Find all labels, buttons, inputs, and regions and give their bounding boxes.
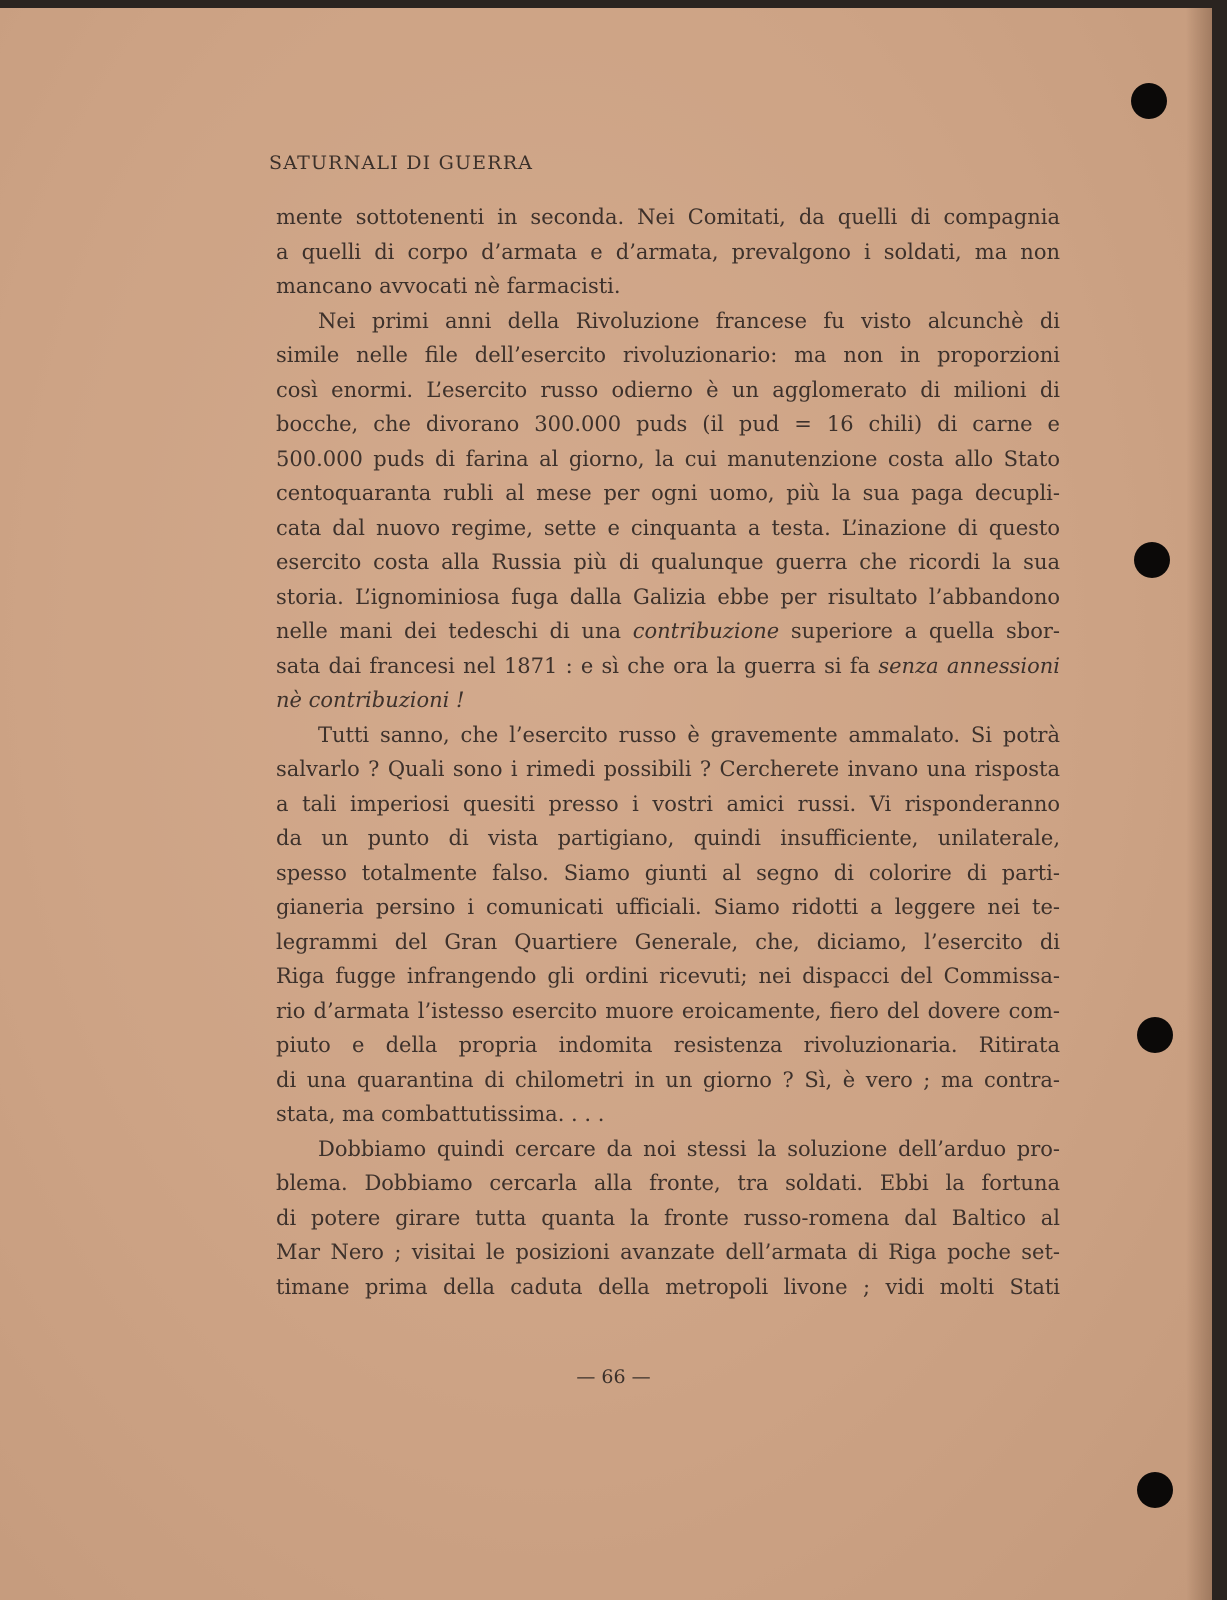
italic-phrase: senza annessioni [878, 653, 1061, 678]
binder-hole [1137, 1017, 1173, 1053]
text-line: legrammi del Gran Quartiere Generale, che, diciamo, l’esercito di [276, 929, 1060, 954]
text-line: mente sottotenenti in seconda. Nei Comitati, da quelli di compagnia [276, 205, 1060, 229]
body-text [276, 200, 1060, 1304]
text-line: 500.000 puds di farina al giorno, la cui manutenzione costa allo Stato [276, 446, 1060, 471]
text-line: mancano avvocati nè farmacisti. [276, 274, 621, 298]
text-line: da un punto di vista partigiano, quindi insufficiente, unilaterale, [276, 826, 1060, 850]
text-line: salvarlo ? Quali sono i rimedi possibili ? Cercherete invano una risposta [276, 757, 1060, 781]
text-line: rio d’armata l’istesso esercito muore eroicamente, fiero del dovere com- [276, 998, 1060, 1023]
text-line: storia. L’ignominiosa fuga dalla Galizia ebbe per risultato l’abbandono [276, 584, 1060, 609]
text-line: Dobbiamo quindi cercare da noi stessi la soluzione dell’arduo pro- [318, 1136, 1060, 1161]
page-edge-shadow [1186, 8, 1212, 1600]
italic-phrase: nè contribuzioni ! [276, 688, 465, 712]
text-line: esercito costa alla Russia più di qualunque guerra che ricordi la sua [276, 550, 1060, 574]
text-line: nelle mani dei tedeschi di una contribuzione superiore a quella sbor- [276, 619, 1060, 643]
text-line: Nei primi anni della Rivoluzione francese fu visto alcunchè di [318, 308, 1060, 333]
binder-hole [1134, 542, 1170, 578]
text-line: a tali imperiosi quesiti presso i vostri amici russi. Vi risponderanno [276, 791, 1060, 816]
text-line: così enormi. L’esercito russo odierno è un agglomerato di milioni di [276, 377, 1060, 402]
text-line: simile nelle file dell’esercito rivoluzionario: ma non in proporzioni [276, 343, 1060, 367]
text-line: Tutti sanno, che l’esercito russo è gravemente ammalato. Si potrà [318, 722, 1060, 747]
binder-hole [1137, 1472, 1173, 1508]
text-line: bocche, che divorano 300.000 puds (il pud = 16 chili) di carne e [276, 412, 1060, 436]
text-line: centoquaranta rubli al mese per ogni uomo, più la sua paga decupli- [276, 481, 1060, 505]
binder-hole [1131, 83, 1167, 119]
text-line: di una quarantina di chilometri in un giorno ? Sì, è vero ; ma contra- [276, 1067, 1060, 1092]
text-line: stata, ma combattutissima. . . . [276, 1102, 605, 1126]
text-line: sata dai francesi nel 1871 : e sì che ora la guerra si fa senza annessioni [276, 653, 1061, 678]
text-line [276, 683, 1060, 718]
text-line: spesso totalmente falso. Siamo giunti al segno di colorire di parti- [276, 860, 1060, 885]
text-line: a quelli di corpo d’armata e d’armata, prevalgono i soldati, ma non [276, 239, 1060, 264]
text-line: Riga fugge infrangendo gli ordini ricevuti; nei dispacci del Commissa- [276, 964, 1060, 988]
text-line: gianeria persino i comunicati ufficiali. Siamo ridotti a leggere nei te- [276, 895, 1060, 919]
text-line: cata dal nuovo regime, sette e cinquanta a testa. L’inazione di questo [276, 515, 1060, 540]
text-line: piuto e della propria indomita resistenza rivoluzionaria. Ritirata [276, 1033, 1060, 1057]
running-head: SATURNALI DI GUERRA [269, 152, 534, 174]
text-line: di potere girare tutta quanta la fronte russo-romena dal Baltico al [276, 1205, 1060, 1230]
italic-phrase: contribuzione [632, 619, 780, 643]
page-number: — 66 — [576, 1366, 651, 1388]
text-line: timane prima della caduta della metropoli livone ; vidi molti Stati [276, 1274, 1060, 1299]
text-line: Mar Nero ; visitai le posizioni avanzate dell’armata di Riga poche set- [276, 1240, 1060, 1264]
text-line: blema. Dobbiamo cercarla alla fronte, tra soldati. Ebbi la fortuna [276, 1171, 1060, 1195]
